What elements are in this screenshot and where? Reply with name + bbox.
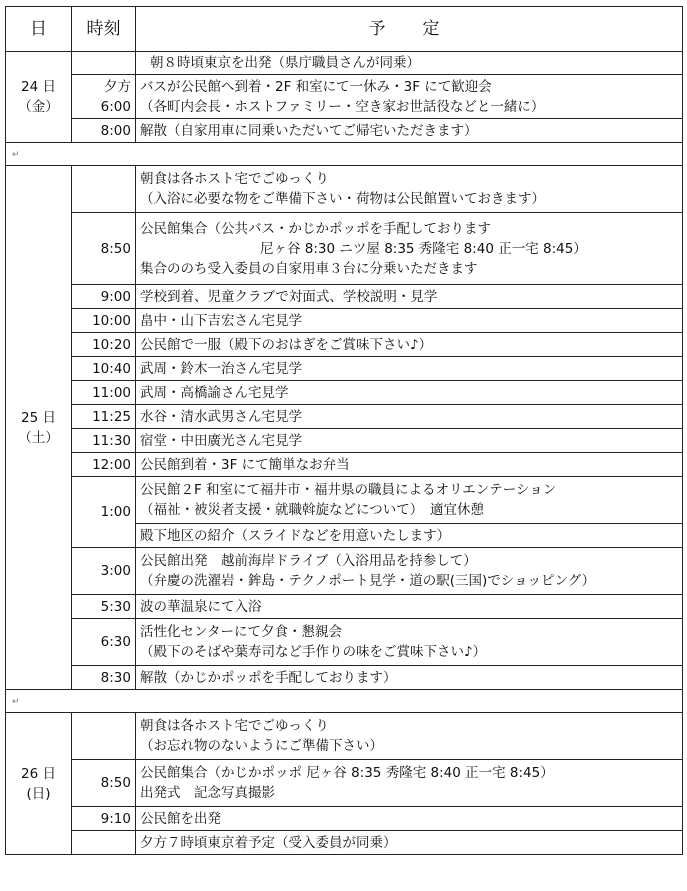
separator-row xyxy=(6,143,683,166)
plan-line: 解散（自家用車に同乗いただいてご帰宅いただきます） xyxy=(140,122,478,139)
plan-line: 朝食は各ホスト宅でごゆっくり xyxy=(140,718,329,734)
plan-cell xyxy=(136,333,683,357)
time-cell: 6:30 xyxy=(72,619,136,666)
time-cell: 12:00 xyxy=(72,453,136,477)
table-row xyxy=(6,548,683,595)
plan-cell xyxy=(136,285,683,309)
time-cell: 11:00 xyxy=(72,381,136,405)
time-cell xyxy=(72,75,136,119)
plan-cell xyxy=(136,119,683,143)
plan-line: 尼ヶ谷 8:30 ニツ屋 8:35 秀隆宅 8:40 正一宅 8:45） xyxy=(260,240,587,257)
table-row xyxy=(6,595,683,619)
table-row xyxy=(6,453,683,477)
table-row xyxy=(6,75,683,119)
time-cell: 10:40 xyxy=(72,357,136,381)
day-date: 25 日 xyxy=(21,409,56,426)
table-row xyxy=(6,285,683,309)
plan-line: 水谷・清水武男さん宅見学 xyxy=(140,408,302,425)
table-row xyxy=(6,619,683,666)
plan-line: 公民館２F 和室にて福井市・福井県の職員によるオリエンテーション xyxy=(140,482,557,498)
plan-line: （各町内会長・ホストファミリー・空き家お世話役などと一緒に） xyxy=(140,98,545,115)
time-cell: 5:30 xyxy=(72,595,136,619)
table-row xyxy=(6,166,683,213)
table-row xyxy=(6,760,683,807)
paragraph-mark: ↵ xyxy=(12,697,20,707)
time-cell: 11:30 xyxy=(72,429,136,453)
plan-line: （弁慶の洗濯岩・鉾島・テクノポート見学・道の駅(三国)でショッピング） xyxy=(140,573,596,589)
plan-line: 夕方７時頃東京着予定（受入委員が同乗） xyxy=(140,834,397,851)
plan-line: 武周・鈴木一治さん宅見学 xyxy=(140,360,302,377)
plan-line: 公民館到着・3F にて簡単なお弁当 xyxy=(140,456,350,473)
table-row xyxy=(6,405,683,429)
time-cell: 3:00 xyxy=(72,548,136,595)
time-cell: 9:10 xyxy=(72,807,136,831)
time-cell xyxy=(72,713,136,760)
table-row xyxy=(6,309,683,333)
day-weekday: （土） xyxy=(18,429,59,446)
plan-line: （お忘れ物のないようにご準備下さい） xyxy=(140,738,383,754)
table-row xyxy=(6,119,683,143)
table-row xyxy=(6,52,683,75)
plan-line: 学校到着、児童クラブで対面式、学校説明・見学 xyxy=(140,288,438,305)
plan-line: 解散（かじかポッポを手配しております） xyxy=(140,669,397,686)
plan-line: 畠中・山下吉宏さん宅見学 xyxy=(140,312,302,329)
table-row xyxy=(6,666,683,690)
plan-cell xyxy=(136,405,683,429)
time-cell: 8:50 xyxy=(72,760,136,807)
time-cell: 9:00 xyxy=(72,285,136,309)
plan-cell xyxy=(136,666,683,690)
plan-line: 公民館出発 越前海岸ドライブ（入浴用品を持参して） xyxy=(140,553,477,569)
plan-cell xyxy=(136,166,683,213)
plan-cell xyxy=(136,357,683,381)
plan-line: バスが公民館へ到着・2F 和室にて一休み・3F にて歓迎会 xyxy=(140,78,492,95)
plan-line: 公民館集合（かじかポッポ 尼ヶ谷 8:35 秀隆宅 8:40 正一宅 8:45） xyxy=(140,765,554,781)
plan-cell xyxy=(136,548,683,595)
day-date: 24 日 xyxy=(21,79,56,95)
plan-line: 殿下地区の紹介（スライドなどを用意いたします） xyxy=(140,527,451,544)
plan-cell xyxy=(136,595,683,619)
table-row xyxy=(6,831,683,855)
plan-cell xyxy=(136,381,683,405)
time-label: 6:00 xyxy=(100,98,131,115)
plan-line: 朝８時頃東京を出発（県庁職員さんが同乗） xyxy=(150,55,420,71)
plan-cell xyxy=(136,713,683,760)
plan-line: 集合ののち受入委員の自家用車３台に分乗いただきます xyxy=(140,260,478,277)
plan-line: （殿下のそばや葉寿司など手作りの味をご賞味下さい♪） xyxy=(140,644,487,660)
schedule-table xyxy=(5,6,683,855)
day-cell-26 xyxy=(6,713,72,855)
plan-cell xyxy=(136,75,683,119)
plan-cell xyxy=(136,309,683,333)
day-weekday: （金） xyxy=(18,99,59,115)
table-row xyxy=(6,807,683,831)
separator-cell xyxy=(6,690,683,713)
plan-cell xyxy=(136,429,683,453)
time-cell: 8:30 xyxy=(72,666,136,690)
plan-cell xyxy=(136,831,683,855)
table-row xyxy=(6,477,683,524)
table-row xyxy=(6,429,683,453)
time-label: 夕方 xyxy=(104,78,131,95)
time-cell: 11:25 xyxy=(72,405,136,429)
table-row xyxy=(6,213,683,285)
time-cell: 1:00 xyxy=(72,477,136,548)
plan-line: 朝食は各ホスト宅でごゆっくり xyxy=(140,171,329,187)
plan-line: 宿堂・中田廣光さん宅見学 xyxy=(140,432,302,449)
plan-line: 公民館集合（公共バス・かじかポッポを手配しております xyxy=(140,220,491,237)
table-row xyxy=(6,333,683,357)
header-row xyxy=(6,7,683,52)
time-cell: 10:00 xyxy=(72,309,136,333)
plan-cell xyxy=(136,52,683,75)
day-date: 26 日 xyxy=(21,765,56,782)
time-cell: 8:00 xyxy=(72,119,136,143)
plan-cell xyxy=(136,619,683,666)
day-weekday: (日) xyxy=(26,785,51,802)
time-cell xyxy=(72,166,136,213)
separator-row xyxy=(6,690,683,713)
plan-cell xyxy=(136,760,683,807)
plan-line: 活性化センターにて夕食・懇親会 xyxy=(140,624,342,640)
plan-cell xyxy=(136,807,683,831)
day-cell-24 xyxy=(6,52,72,143)
plan-line: 公民館で一服（殿下のおはぎをご賞味下さい♪） xyxy=(140,336,433,353)
plan-line: 武周・高橋諭さん宅見学 xyxy=(140,384,289,401)
plan-line: 波の華温泉にて入浴 xyxy=(140,598,262,615)
time-cell: 8:50 xyxy=(72,213,136,285)
header-time: 時刻 xyxy=(72,7,136,52)
table-row xyxy=(6,357,683,381)
time-cell xyxy=(72,831,136,855)
plan-cell xyxy=(136,477,683,524)
plan-line: 公民館を出発 xyxy=(140,810,221,827)
plan-line: 出発式 記念写真撮影 xyxy=(140,785,275,801)
plan-line: （入浴に必要な物をご準備下さい・荷物は公民館置いておきます） xyxy=(140,191,545,207)
time-cell: 10:20 xyxy=(72,333,136,357)
separator-cell xyxy=(6,143,683,166)
time-cell xyxy=(72,52,136,75)
header-day: 日 xyxy=(6,7,72,52)
plan-cell xyxy=(136,524,683,548)
table-row xyxy=(6,713,683,760)
plan-cell xyxy=(136,453,683,477)
day-cell-25 xyxy=(6,166,72,690)
paragraph-mark: ↵ xyxy=(12,150,20,160)
plan-line: （福祉・被災者支援・就職斡旋などについて） 適宜休憩 xyxy=(140,502,484,518)
plan-cell xyxy=(136,213,683,285)
table-row xyxy=(6,381,683,405)
header-plan: 予 定 xyxy=(136,7,683,52)
